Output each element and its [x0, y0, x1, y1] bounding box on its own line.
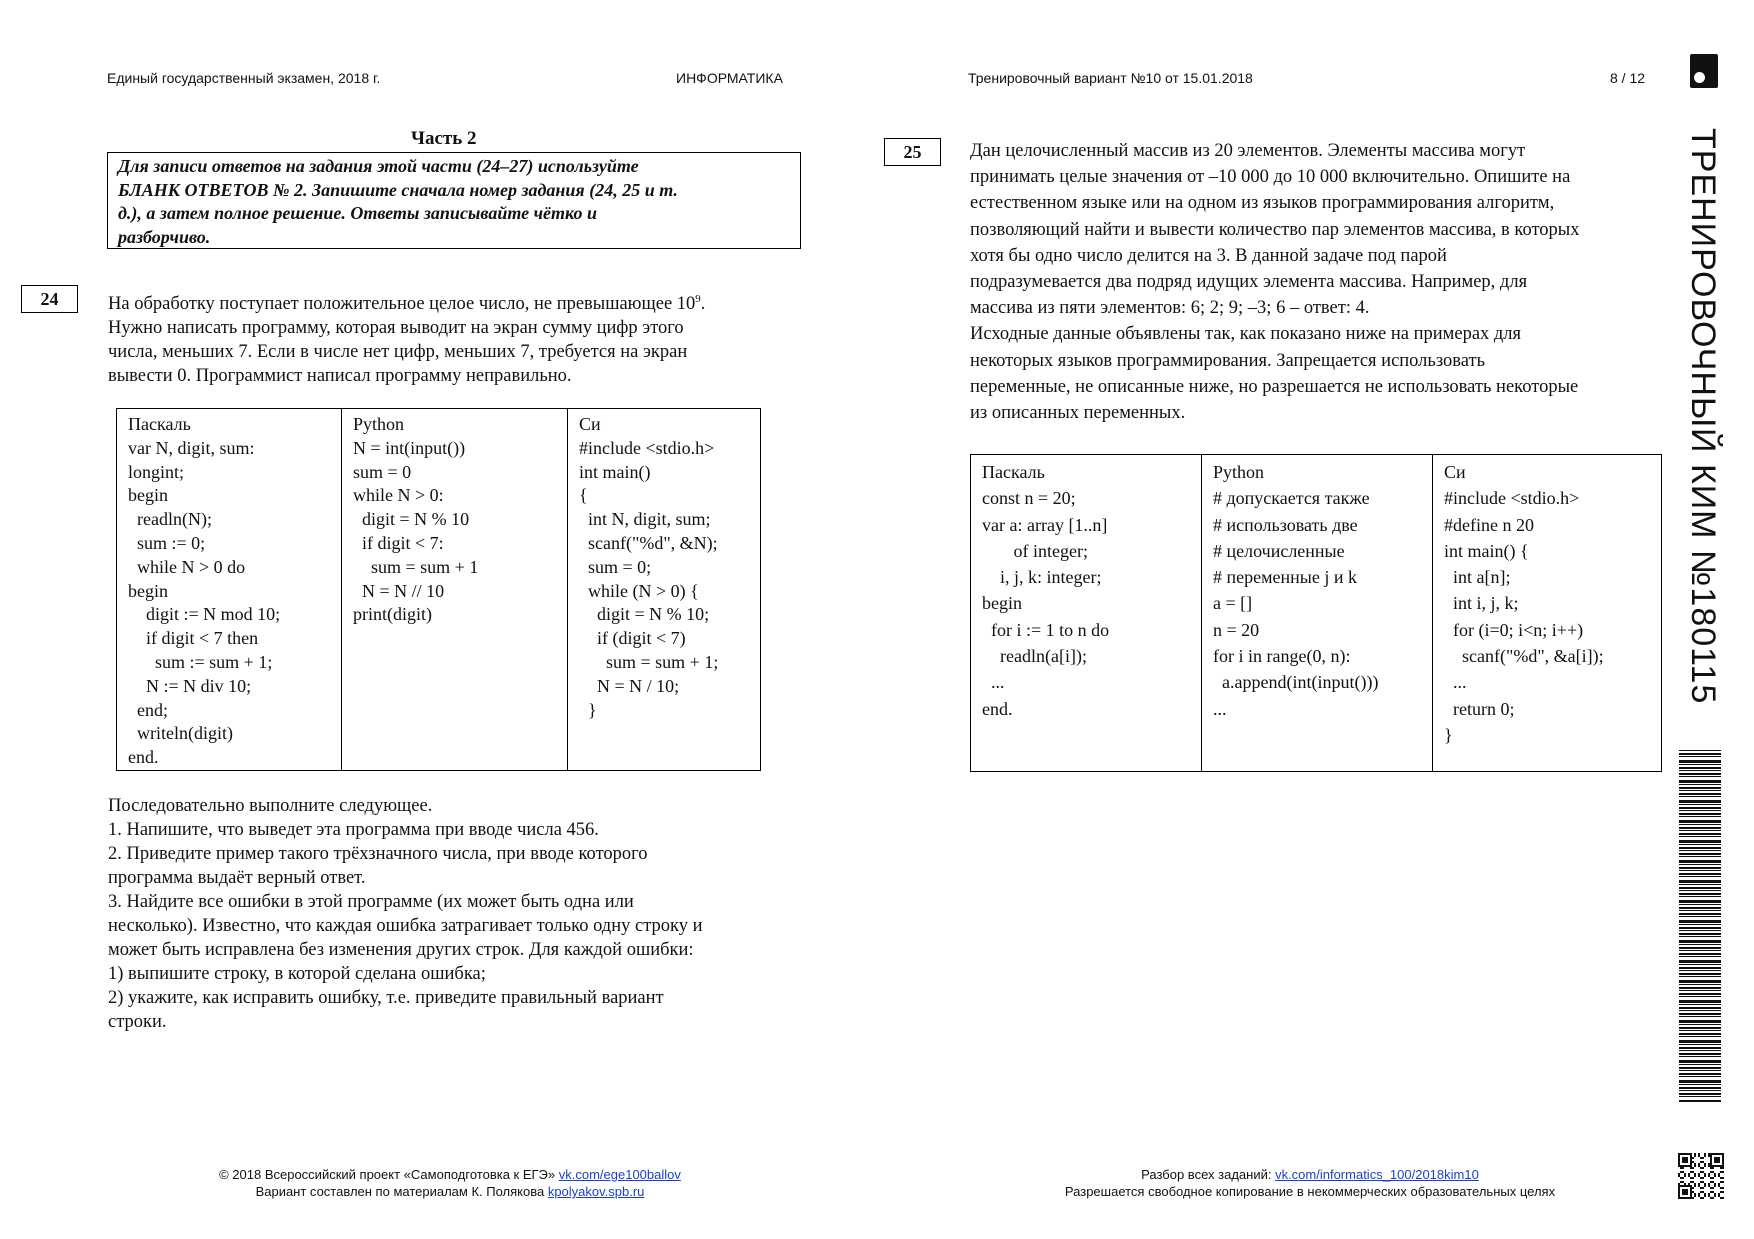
footer-review-line [1010, 1166, 1610, 1183]
code-line: N = int(input()) [353, 437, 466, 458]
code-line: ... [1213, 698, 1227, 719]
code-header: Python [1213, 462, 1265, 482]
code-header: Паскаль [982, 462, 1045, 482]
question-line: 1. Напишите, что выведет эта программа при вводе числа 456. [108, 820, 599, 840]
code-header: Си [1444, 462, 1466, 482]
corner-marker-icon [1690, 54, 1718, 88]
task-25-code-table [970, 454, 1662, 772]
code-line: int a[n]; [1444, 567, 1511, 588]
code-line: of integer; [982, 540, 1088, 561]
footer-right [1010, 1166, 1610, 1200]
code-line: longint; [128, 461, 185, 482]
instruction-line: д.), а затем полное решение. Ответы записывайте чётко и [118, 203, 597, 223]
code-line: ... [982, 672, 1005, 693]
intro-first-text: На обработку поступает положительное целое число, не превышающее 10 [108, 294, 696, 315]
code-column-pascal [117, 409, 342, 771]
question-line: несколько). Известно, что каждая ошибка затрагивает только одну строку и [108, 916, 703, 936]
code-line: for i in range(0, n): [1213, 646, 1351, 667]
code-line: n = 20 [1213, 619, 1260, 640]
instruction-line: разборчиво. [118, 226, 211, 247]
code-line: scanf("%d", &a[i]); [1444, 646, 1604, 667]
code-line: # допускается также [1213, 488, 1370, 509]
footer-vk-link[interactable]: vk.com/ege100ballov [558, 1167, 681, 1182]
footer-project-line [150, 1166, 750, 1183]
header-exam-title: Единый государственный экзамен, 2018 г. [107, 70, 381, 86]
code-line: while N > 0 do [128, 556, 246, 577]
code-column-python [1202, 455, 1433, 772]
vertical-kim-title: ТРЕНИРОВОЧНЫЙ КИМ №180115 [1684, 128, 1722, 705]
barcode-icon [1679, 750, 1721, 1102]
code-line: var N, digit, sum: [128, 437, 255, 458]
qr-code-icon [1678, 1153, 1724, 1201]
code-line: return 0; [1444, 698, 1515, 719]
code-line: int N, digit, sum; [579, 509, 711, 530]
code-line: if digit < 7: [353, 532, 444, 553]
text-line: из описанных переменных. [970, 403, 1186, 424]
task-24-intro [108, 287, 808, 388]
task-24-questions [108, 794, 828, 1034]
code-line: int main() [579, 461, 651, 482]
footer-review-link[interactable]: vk.com/informatics_100/2018kim10 [1275, 1167, 1479, 1182]
code-line: int main() { [1444, 540, 1529, 561]
code-column-pascal [971, 455, 1202, 772]
task-24-code-table [116, 408, 761, 771]
code-line: end. [982, 698, 1013, 719]
part-instruction-box [107, 152, 801, 249]
code-line: #define n 20 [1444, 514, 1534, 535]
code-line: # целочисленные [1213, 540, 1345, 561]
code-line: a = [] [1213, 593, 1253, 614]
intro-period: . [700, 294, 706, 315]
intro-line: числа, меньших 7. Если в числе нет цифр, меньших 7, требуется на экран [108, 342, 688, 363]
text-line: принимать целые значения от –10 000 до 10 000 включительно. Опишите на [970, 167, 1571, 188]
text-line: позволяющий найти и вывести количество пар элементов массива, в которых [970, 219, 1580, 240]
task-25-text [970, 138, 1670, 426]
footer-project-text: © 2018 Всероссийский проект «Самоподготовка к ЕГЭ» [219, 1167, 559, 1182]
code-column-python [342, 409, 568, 771]
code-line: readln(N); [128, 509, 212, 530]
code-line: sum := 0; [128, 532, 206, 553]
question-line: Последовательно выполните следующее. [108, 796, 433, 816]
code-line: sum = 0 [353, 461, 412, 482]
code-line: sum = sum + 1 [353, 556, 479, 577]
code-line: #include <stdio.h> [579, 437, 715, 458]
footer-review-text: Разбор всех заданий: [1141, 1167, 1276, 1182]
task-25-number-box: 25 [884, 138, 941, 166]
code-header: Python [353, 414, 405, 434]
question-line: 3. Найдите все ошибки в этой программе (их может быть одна или [108, 892, 634, 912]
code-line: a.append(int(input())) [1213, 672, 1379, 693]
question-line: 2. Приведите пример такого трёхзначного числа, при вводе которого [108, 844, 648, 864]
text-line: массива из пяти элементов: 6; 2; 9; –3; 6 – ответ: 4. [970, 298, 1370, 319]
code-line: begin [982, 593, 1022, 614]
footer-author-line [150, 1183, 750, 1200]
intro-line [108, 287, 808, 316]
question-line: 1) выпишите строку, в которой сделана ошибка; [108, 964, 486, 984]
instruction-line: Для записи ответов на задания этой части (24–27) используйте [118, 156, 639, 176]
code-line: end; [128, 699, 168, 720]
text-line: хотя бы одно число делится на 3. В данной задаче под парой [970, 245, 1447, 266]
code-line: sum = 0; [579, 556, 652, 577]
code-line: var a: array [1..n] [982, 514, 1108, 535]
intro-line: Нужно написать программу, которая выводит на экран сумму цифр этого [108, 318, 684, 339]
text-line: подразумевается два подряд идущих элемента массива. Например, для [970, 272, 1528, 293]
code-line: for (i=0; i<n; i++) [1444, 619, 1584, 640]
text-line: переменные, не описанные ниже, но разрешается не использовать некоторые [970, 376, 1579, 397]
code-line: while N > 0: [353, 485, 444, 506]
power-exponent: 9 [695, 293, 701, 305]
code-line: N = N / 10; [579, 675, 680, 696]
code-line: digit = N % 10 [353, 509, 470, 530]
code-line: while (N > 0) { [579, 580, 699, 601]
code-line: i, j, k: integer; [982, 567, 1102, 588]
code-line: digit := N mod 10; [128, 604, 281, 625]
code-line: const n = 20; [982, 488, 1076, 509]
instruction-line: БЛАНК ОТВЕТОВ № 2. Запишите сначала номер задания (24, 25 и т. [118, 179, 678, 200]
code-column-c [1433, 455, 1662, 772]
footer-copy-notice: Разрешается свободное копирование в некоммерческих образовательных целях [1064, 1184, 1556, 1199]
code-line: # использовать две [1213, 514, 1358, 535]
code-header: Си [579, 414, 601, 434]
code-line: } [1444, 724, 1453, 745]
code-line: end. [128, 747, 159, 768]
code-line: N := N div 10; [128, 675, 252, 696]
code-line: begin [128, 580, 168, 601]
code-line: digit = N % 10; [579, 604, 710, 625]
task-24-number-box: 24 [21, 285, 78, 313]
question-line: 2) укажите, как исправить ошибку, т.е. приведите правильный вариант [108, 988, 664, 1008]
code-line: if (digit < 7) [579, 628, 686, 649]
code-line: { [579, 485, 588, 506]
code-column-c [568, 409, 761, 771]
code-line: #include <stdio.h> [1444, 488, 1580, 509]
code-line: readln(a[i]); [982, 646, 1087, 667]
code-line: scanf("%d", &N); [579, 532, 718, 553]
code-header: Паскаль [128, 414, 191, 434]
question-line: программа выдаёт верный ответ. [108, 868, 366, 888]
code-line: writeln(digit) [128, 723, 233, 744]
text-line: Исходные данные объявлены так, как показано ниже на примерах для [970, 324, 1522, 345]
footer-left [150, 1166, 750, 1200]
text-line: Дан целочисленный массив из 20 элементов. Элементы массива могут [970, 141, 1526, 161]
intro-line: вывести 0. Программист написал программу неправильно. [108, 366, 572, 387]
code-line: sum := sum + 1; [128, 651, 273, 672]
code-line: sum = sum + 1; [579, 651, 719, 672]
code-line: # переменные j и k [1213, 567, 1357, 588]
text-line: естественном языке или на одном из языков программирования алгоритм, [970, 193, 1555, 214]
question-line: может быть исправлена без изменения других строк. Для каждой ошибки: [108, 940, 694, 960]
footer-polyakov-link[interactable]: kpolyakov.spb.ru [547, 1184, 645, 1199]
header-subject: ИНФОРМАТИКА [676, 70, 783, 86]
header-page-number: 8 / 12 [1610, 70, 1646, 86]
code-line: } [579, 699, 597, 720]
code-line: print(digit) [353, 604, 432, 625]
code-line: ... [1444, 672, 1467, 693]
code-line: if digit < 7 then [128, 628, 259, 649]
question-line: строки. [108, 1012, 167, 1032]
code-line: begin [128, 485, 168, 506]
footer-author-text: Вариант составлен по материалам К. Полякова [255, 1184, 548, 1199]
header-variant: Тренировочный вариант №10 от 15.01.2018 [968, 70, 1253, 86]
part-title: Часть 2 [411, 128, 477, 149]
text-line: некоторых языков программирования. Запрещается использовать [970, 350, 1486, 371]
code-line: for i := 1 to n do [982, 619, 1110, 640]
code-line: int i, j, k; [1444, 593, 1519, 614]
code-line: N = N // 10 [353, 580, 445, 601]
